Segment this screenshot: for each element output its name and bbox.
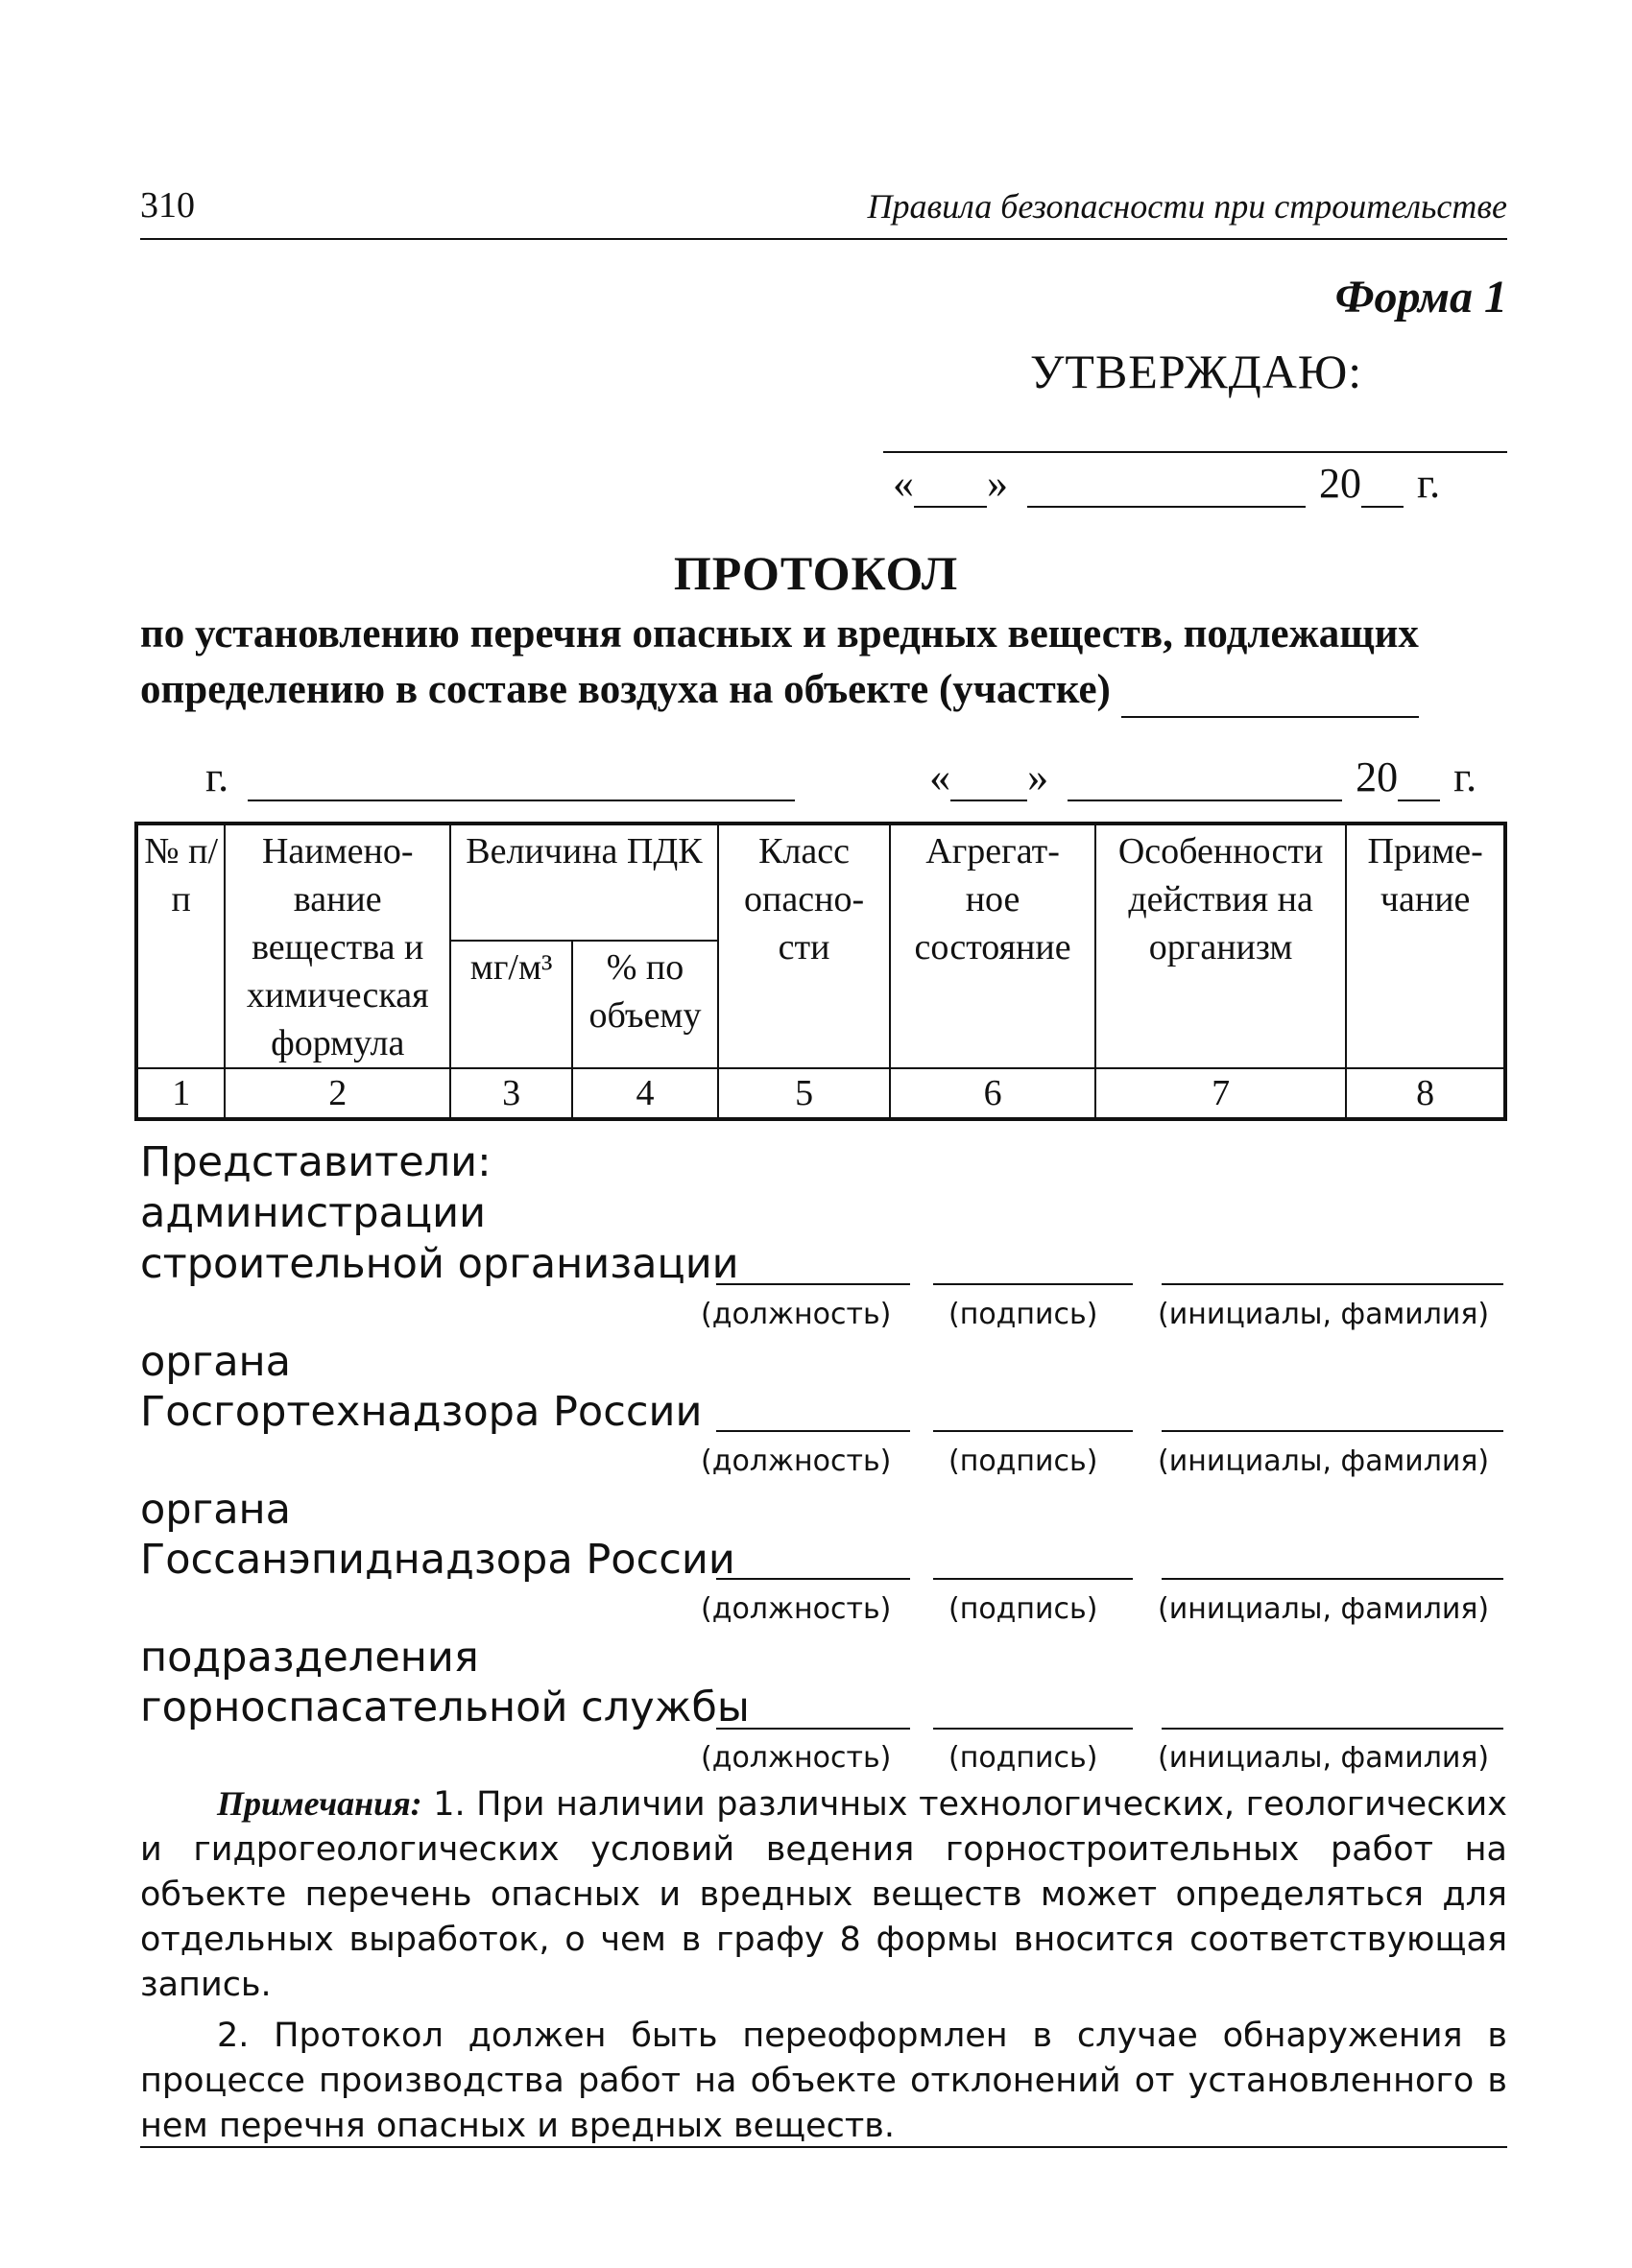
approve-label: УТВЕРЖДАЮ: [1030,345,1363,398]
position-line [716,1283,910,1285]
name-line [1162,1283,1503,1285]
protocol-subtitle-text: по установлению перечня опасных и вредных веществ, подлежащих определению в составе воздуха на объекте (участке) [140,611,1419,712]
caption-signature: (подпись) [948,1298,1098,1331]
protocol-subtitle [140,607,1507,718]
note-1-text: 1. При наличии различных технологических, геологических и гидрогеологических условий ведения горностроительных работ на объекте перечень опасных и вредных веществ может определяться для отдельных выработок, о чем в графу 8 формы вносится соответствующая запись. [140,1785,1507,2004]
place-date-line [205,752,1476,801]
caption-name: (инициалы, фамилия) [1158,1298,1490,1331]
approver-signature-line [883,451,1507,453]
rep-group-line2: строительной организации [140,1240,739,1288]
footer-rule [140,2146,1507,2148]
signature-line [933,1578,1133,1580]
caption-position: (должность) [701,1592,892,1626]
representatives-heading: Представители: [140,1138,492,1186]
rep-group-line2: горноспасательной службы [140,1683,750,1731]
notes [140,1781,1507,2149]
quote-open: « [893,460,914,507]
signature-line [933,1283,1133,1285]
caption-name: (инициалы, фамилия) [1158,1444,1490,1478]
column-number: 5 [718,1068,890,1119]
object-blank [1121,678,1419,718]
approval-date [893,459,1440,508]
header-rule [140,238,1507,240]
form-label: Форма 1 [1334,272,1507,322]
name-line [1162,1728,1503,1730]
city-blank [248,765,795,801]
note-1 [140,1781,1507,2008]
caption-signature: (подпись) [948,1444,1098,1478]
column-number: 4 [572,1068,718,1119]
caption-position: (должность) [701,1298,892,1331]
column-number: 3 [450,1068,572,1119]
year-prefix: 20 [1356,753,1399,800]
caption-name: (инициалы, фамилия) [1158,1741,1490,1775]
year-blank [1361,471,1404,508]
page-number: 310 [140,185,195,226]
header-cell-hazard-class: Класс опасно- сти [718,824,890,1068]
caption-signature: (подпись) [948,1741,1098,1775]
column-number: 2 [225,1068,450,1119]
position-line [716,1578,910,1580]
position-line [716,1430,910,1432]
header-cell-note: Приме- чание [1346,824,1505,1068]
rep-group-line2: Госсанэпиднадзора России [140,1536,735,1584]
rep-group-line1: органа [140,1486,292,1534]
month-blank [1027,471,1306,508]
quote-close: » [987,460,1008,507]
year-suffix: г. [1417,460,1441,507]
column-number: 7 [1095,1068,1347,1119]
header-cell-name: Наимено- вание вещества и химическая формула [225,824,450,1068]
caption-position: (должность) [701,1741,892,1775]
name-line [1162,1578,1503,1580]
day-blank [914,471,987,508]
rep-group-line1: администрации [140,1189,487,1237]
header-cell-percent: % по объему [572,941,718,1068]
notes-label: Примечания: [217,1784,422,1823]
column-number: 8 [1346,1068,1505,1119]
position-line [716,1728,910,1730]
substances-table [134,822,1507,1121]
city-prefix: г. [205,753,229,800]
month-blank [1068,765,1342,801]
header-cell-state: Агрегат- ное состояние [890,824,1095,1068]
rep-group-line2: Госгортехнадзора России [140,1388,703,1436]
year-suffix: г. [1453,753,1477,800]
running-title: Правила безопасности при строительстве [867,187,1507,226]
column-number: 1 [136,1068,225,1119]
day-blank [950,765,1027,801]
signature-line [933,1728,1133,1730]
header-cell-mg: мг/м³ [450,941,572,1068]
protocol-title: ПРОТОКОЛ [673,546,959,600]
header-cell-effects: Особенности действия на организм [1095,824,1347,1068]
caption-position: (должность) [701,1444,892,1478]
year-prefix: 20 [1319,460,1361,507]
column-number: 6 [890,1068,1095,1119]
year-blank [1398,765,1440,801]
caption-signature: (подпись) [948,1592,1098,1626]
quote-close: » [1027,753,1049,800]
rep-group-line1: подразделения [140,1634,479,1682]
note-2: 2. Протокол должен быть переоформлен в случае обнаружения в процессе производства работ на объекте отклонений от установленного в нем перечня опасных и вредных веществ. [140,2017,1507,2145]
quote-open: « [929,753,951,800]
header-cell-pdk: Величина ПДК [450,824,718,941]
name-line [1162,1430,1503,1432]
signature-line [933,1430,1133,1432]
caption-name: (инициалы, фамилия) [1158,1592,1490,1626]
header-cell-number: № п/п [136,824,225,1068]
rep-group-line1: органа [140,1338,292,1386]
